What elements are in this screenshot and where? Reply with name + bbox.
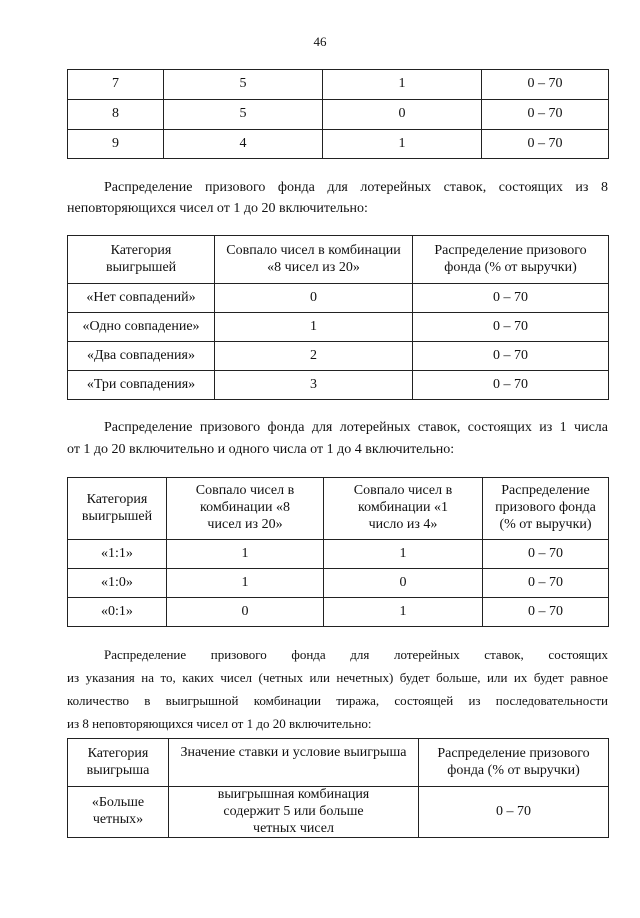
table-cell: 0 – 70 — [413, 284, 609, 313]
table-cell: 0 — [167, 598, 324, 627]
table-cell: 9 — [68, 130, 164, 159]
table-cell: 8 — [68, 100, 164, 130]
page-number: 46 — [313, 34, 327, 49]
table-header-row — [68, 236, 609, 284]
column-header: Категория выигрыша — [68, 739, 169, 787]
table-cell: 7 — [68, 70, 164, 100]
column-header: Совпало чисел в комбинации «8 чисел из 20» — [167, 478, 324, 540]
table-cell: «Одно совпадение» — [68, 313, 215, 342]
column-header: Распределение призового фонда (% от выручки) — [413, 236, 609, 284]
paragraph-line: Распределение призового фонда для лотерейных ставок, состоящих — [104, 647, 608, 662]
table-cell: 0 — [215, 284, 413, 313]
paragraph-line: Распределение призового фонда для лотерейных ставок, состоящих из 8 — [104, 180, 608, 195]
prize-table-even-odd — [67, 738, 609, 838]
table-cell: «0:1» — [68, 598, 167, 627]
paragraph-2 — [67, 417, 608, 461]
table-row — [68, 342, 609, 371]
table-cell: 0 – 70 — [482, 70, 609, 100]
table-header-row — [68, 478, 609, 540]
table-cell: 5 — [164, 70, 323, 100]
table-row — [68, 598, 609, 627]
table-cell: 1 — [324, 540, 483, 569]
table-cell: 0 – 70 — [413, 342, 609, 371]
column-header: Совпало чисел в комбинации «1 число из 4» — [324, 478, 483, 540]
table-row — [68, 284, 609, 313]
paragraph-1 — [67, 177, 608, 219]
table-cell: 0 – 70 — [482, 130, 609, 159]
table-cell: 1 — [215, 313, 413, 342]
column-header: Категория выигрышей — [68, 236, 215, 284]
table-cell: 2 — [215, 342, 413, 371]
table-cell: 0 – 70 — [483, 540, 609, 569]
table-cell: 3 — [215, 371, 413, 400]
table-cell: 5 — [164, 100, 323, 130]
table-cell: «1:0» — [68, 569, 167, 598]
table-cell: выигрышная комбинация содержит 5 или больше четных чисел — [169, 787, 419, 838]
table-cell: 1 — [323, 70, 482, 100]
table-cell: 1 — [167, 569, 324, 598]
table-cell: 0 — [323, 100, 482, 130]
table-header-row — [68, 739, 609, 787]
column-header: Категория выигрышей — [68, 478, 167, 540]
table-cell: «Нет совпадений» — [68, 284, 215, 313]
table-row — [68, 70, 609, 100]
paragraph-line: от 1 до 20 включительно и одного числа от 1 до 4 включительно: — [67, 442, 455, 457]
table-cell: 0 — [324, 569, 483, 598]
paragraph-line: Распределение призового фонда для лотерейных ставок, состоящих из 1 числа — [104, 420, 608, 435]
table-row — [68, 540, 609, 569]
paragraph-line: количество в выигрышной комбинации тиража, состоящей из последовательности — [67, 693, 608, 708]
prize-table-8-of-20 — [67, 235, 609, 400]
paragraph-line: из 8 неповторяющихся чисел от 1 до 20 включительно: — [67, 716, 372, 731]
column-header: Распределение призового фонда (% от выручки) — [419, 739, 609, 787]
table-row — [68, 569, 609, 598]
table-cell: «Три совпадения» — [68, 371, 215, 400]
table-cell: 0 – 70 — [413, 313, 609, 342]
table-cell: 1 — [324, 598, 483, 627]
table-cell: 0 – 70 — [482, 100, 609, 130]
paragraph-3 — [67, 643, 608, 735]
table-cell: 4 — [164, 130, 323, 159]
prize-table-1-of-20-and-1-of-4 — [67, 477, 609, 627]
table-cell: 1 — [167, 540, 324, 569]
table-cell: 0 – 70 — [413, 371, 609, 400]
column-header: Распределение призового фонда (% от выручки) — [483, 478, 609, 540]
paragraph-line: из указания на то, каких чисел (четных или нечетных) будет больше, или их будет равное — [67, 670, 608, 685]
column-header: Совпало чисел в комбинации «8 чисел из 20» — [215, 236, 413, 284]
table-cell: «Больше четных» — [68, 787, 169, 838]
table-row — [68, 313, 609, 342]
continuation-table — [67, 69, 609, 159]
table-cell: 0 – 70 — [483, 598, 609, 627]
table-row — [68, 130, 609, 159]
column-header: Значение ставки и условие выигрыша — [169, 739, 419, 787]
table-cell: «1:1» — [68, 540, 167, 569]
table-cell: 1 — [323, 130, 482, 159]
table-cell: 0 – 70 — [483, 569, 609, 598]
table-cell: 0 – 70 — [419, 787, 609, 838]
paragraph-line: неповторяющихся чисел от 1 до 20 включительно: — [67, 201, 368, 216]
table-row — [68, 371, 609, 400]
table-row — [68, 100, 609, 130]
table-row — [68, 787, 609, 838]
table-cell: «Два совпадения» — [68, 342, 215, 371]
